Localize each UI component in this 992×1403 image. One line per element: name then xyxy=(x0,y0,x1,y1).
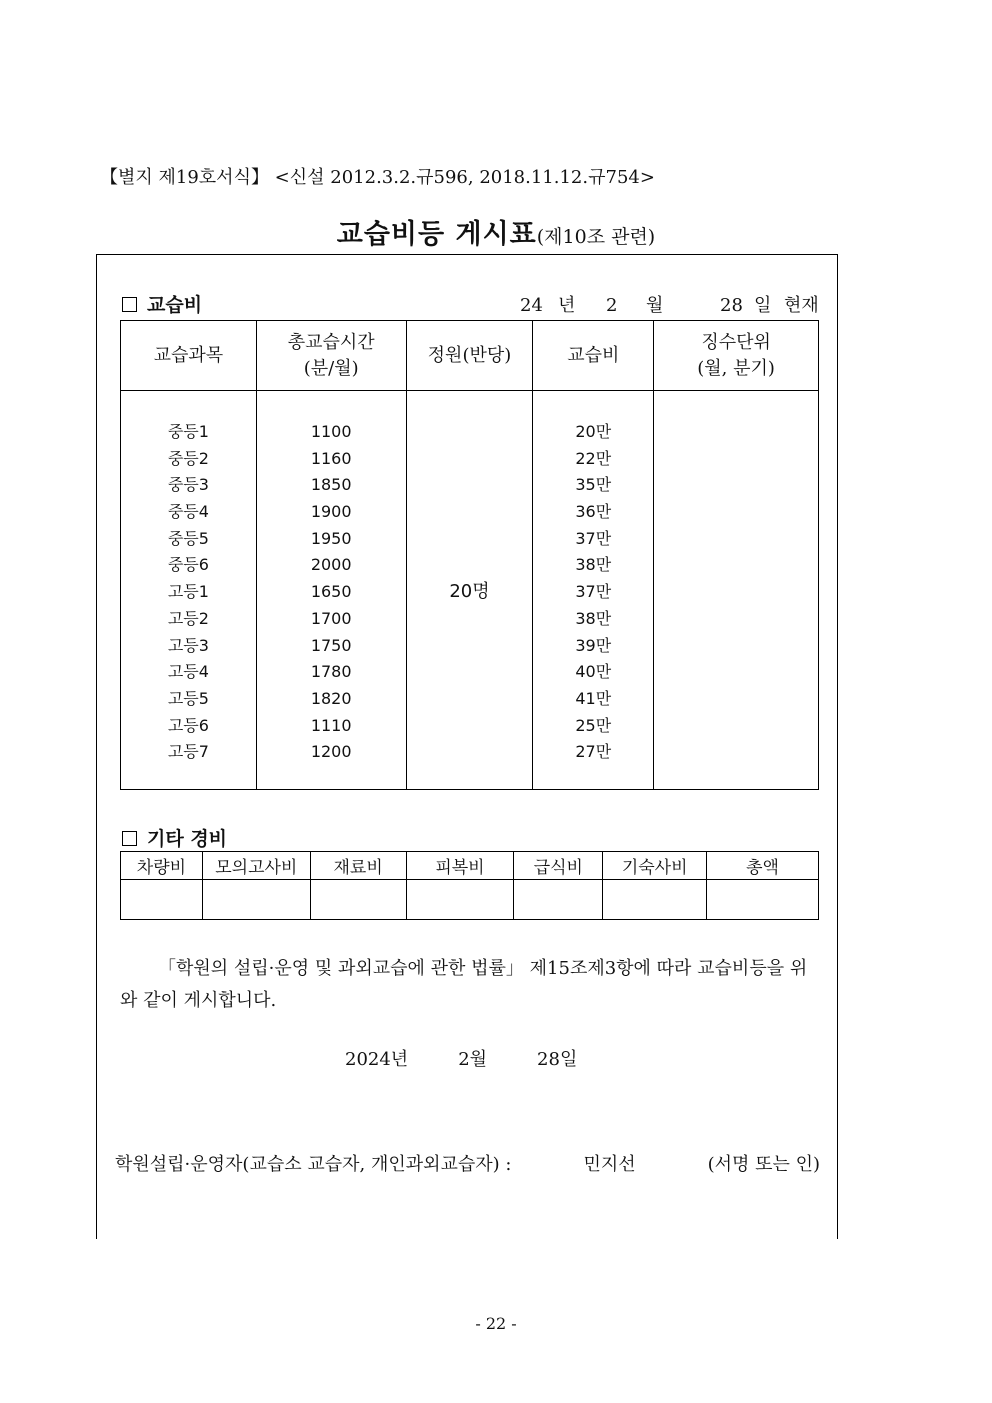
col-header-unit-line1: 징수단위 xyxy=(701,331,771,353)
sign-year: 2024년 xyxy=(345,1049,409,1070)
sign-month: 2월 xyxy=(458,1049,488,1070)
other-col-clothing: 피복비 xyxy=(406,852,514,880)
title-sub: (제10조 관련) xyxy=(536,226,656,248)
fee-table xyxy=(120,320,819,790)
signer-line xyxy=(115,1150,820,1176)
hours-item: 1160 xyxy=(310,448,352,468)
subject-item: 고등1 xyxy=(167,582,209,602)
other-section-label: 기타 경비 xyxy=(147,828,228,850)
as-of-month-unit: 월 xyxy=(646,295,664,316)
subject-item: 고등2 xyxy=(167,608,209,628)
other-col-mock-exam: 모의고사비 xyxy=(202,852,310,880)
other-val-mock-exam xyxy=(202,880,310,920)
col-header-hours xyxy=(256,321,406,391)
subject-item: 중등2 xyxy=(167,448,209,468)
signer-note: (서명 또는 인) xyxy=(707,1154,820,1175)
other-col-meals: 급식비 xyxy=(514,852,603,880)
fee-item: 38만 xyxy=(575,555,612,575)
hours-item: 1900 xyxy=(310,502,352,522)
fee-item: 27만 xyxy=(575,742,612,762)
title-main: 교습비등 게시표 xyxy=(336,219,537,250)
other-col-vehicle: 차량비 xyxy=(121,852,203,880)
as-of-suffix: 현재 xyxy=(784,295,819,316)
other-val-dormitory xyxy=(603,880,707,920)
signature-date xyxy=(345,1045,577,1071)
other-val-total xyxy=(707,880,819,920)
subject-item: 고등7 xyxy=(167,742,209,762)
as-of-day-unit: 일 xyxy=(754,295,772,316)
other-col-total: 총액 xyxy=(707,852,819,880)
col-header-hours-line1: 총교습시간 xyxy=(287,331,375,353)
checkbox-square-icon xyxy=(122,297,137,312)
fee-section-heading xyxy=(122,290,202,317)
subject-item: 고등3 xyxy=(167,635,209,655)
other-val-materials xyxy=(310,880,406,920)
fee-item: 37만 xyxy=(575,528,612,548)
fee-table-body-row xyxy=(121,391,819,790)
other-table-header-row xyxy=(121,852,819,880)
as-of-year: 24 xyxy=(520,295,543,316)
other-expenses-table xyxy=(120,851,819,920)
col-header-capacity: 정원(반당) xyxy=(406,321,533,391)
hours-item: 1700 xyxy=(310,608,352,628)
statement-text: 「학원의 설립·운영 및 과외교습에 관한 법률」 제15조제3항에 따라 교습비등을 위와 같이 게시합니다. xyxy=(120,958,808,1011)
other-col-materials: 재료비 xyxy=(310,852,406,880)
form-header: 【별지 제19호서식】 <신설 2012.3.2.규596, 2018.11.12.규754> xyxy=(100,167,655,188)
checkbox-square-icon xyxy=(122,831,137,846)
as-of-date xyxy=(520,291,819,317)
page-number: - 22 - xyxy=(475,1314,517,1333)
sign-day: 28일 xyxy=(537,1049,578,1070)
subject-item: 고등5 xyxy=(167,688,209,708)
unit-cell xyxy=(654,391,819,790)
statement-paragraph xyxy=(120,953,820,1017)
col-header-fee: 교습비 xyxy=(533,321,654,391)
col-header-unit-line2: (월, 분기) xyxy=(697,357,775,379)
signer-name: 민지선 xyxy=(583,1154,636,1175)
col-header-unit xyxy=(654,321,819,391)
subject-item: 중등1 xyxy=(167,422,209,441)
subject-item: 중등3 xyxy=(167,475,209,495)
hours-item: 2000 xyxy=(310,555,352,575)
fee-item: 41만 xyxy=(575,688,612,708)
fee-table-header-row xyxy=(121,321,819,391)
fee-item: 20만 xyxy=(575,422,612,441)
other-val-meals xyxy=(514,880,603,920)
other-col-dormitory: 기숙사비 xyxy=(603,852,707,880)
hours-item: 1100 xyxy=(310,422,352,441)
fee-item: 22만 xyxy=(575,448,612,468)
hours-cell xyxy=(256,391,406,790)
fee-item: 25만 xyxy=(575,715,612,735)
hours-item: 1820 xyxy=(310,688,352,708)
subject-item: 고등4 xyxy=(167,662,209,682)
fee-section-label: 교습비 xyxy=(147,294,203,316)
signer-label: 학원설립·운영자(교습소 교습자, 개인과외교습자) : xyxy=(115,1154,512,1175)
hours-item: 1780 xyxy=(310,662,352,682)
hours-item: 1850 xyxy=(310,475,352,495)
subject-item: 중등5 xyxy=(167,528,209,548)
fee-item: 38만 xyxy=(575,608,612,628)
hours-item: 1750 xyxy=(310,635,352,655)
hours-item: 1650 xyxy=(310,582,352,602)
fee-cell xyxy=(533,391,654,790)
fee-item: 36만 xyxy=(575,502,612,522)
fee-item: 35만 xyxy=(575,475,612,495)
capacity-cell: 20명 xyxy=(406,391,533,790)
subject-item: 중등6 xyxy=(167,555,209,575)
fee-item: 37만 xyxy=(575,582,612,602)
hours-item: 1950 xyxy=(310,528,352,548)
subject-cell xyxy=(121,391,257,790)
subject-item: 중등4 xyxy=(167,502,209,522)
other-section-heading xyxy=(122,824,227,851)
page-title xyxy=(0,212,992,251)
fee-item: 39만 xyxy=(575,635,612,655)
hours-item: 1110 xyxy=(310,715,352,735)
as-of-day: 28 xyxy=(720,295,743,316)
as-of-year-unit: 년 xyxy=(558,295,576,316)
fee-item: 40만 xyxy=(575,662,612,682)
other-val-vehicle xyxy=(121,880,203,920)
as-of-month: 2 xyxy=(606,295,618,316)
hours-item: 1200 xyxy=(310,742,352,762)
subject-item: 고등6 xyxy=(167,715,209,735)
other-table-value-row xyxy=(121,880,819,920)
col-header-subject: 교습과목 xyxy=(121,321,257,391)
other-val-clothing xyxy=(406,880,514,920)
col-header-hours-line2: (분/월) xyxy=(303,357,359,379)
